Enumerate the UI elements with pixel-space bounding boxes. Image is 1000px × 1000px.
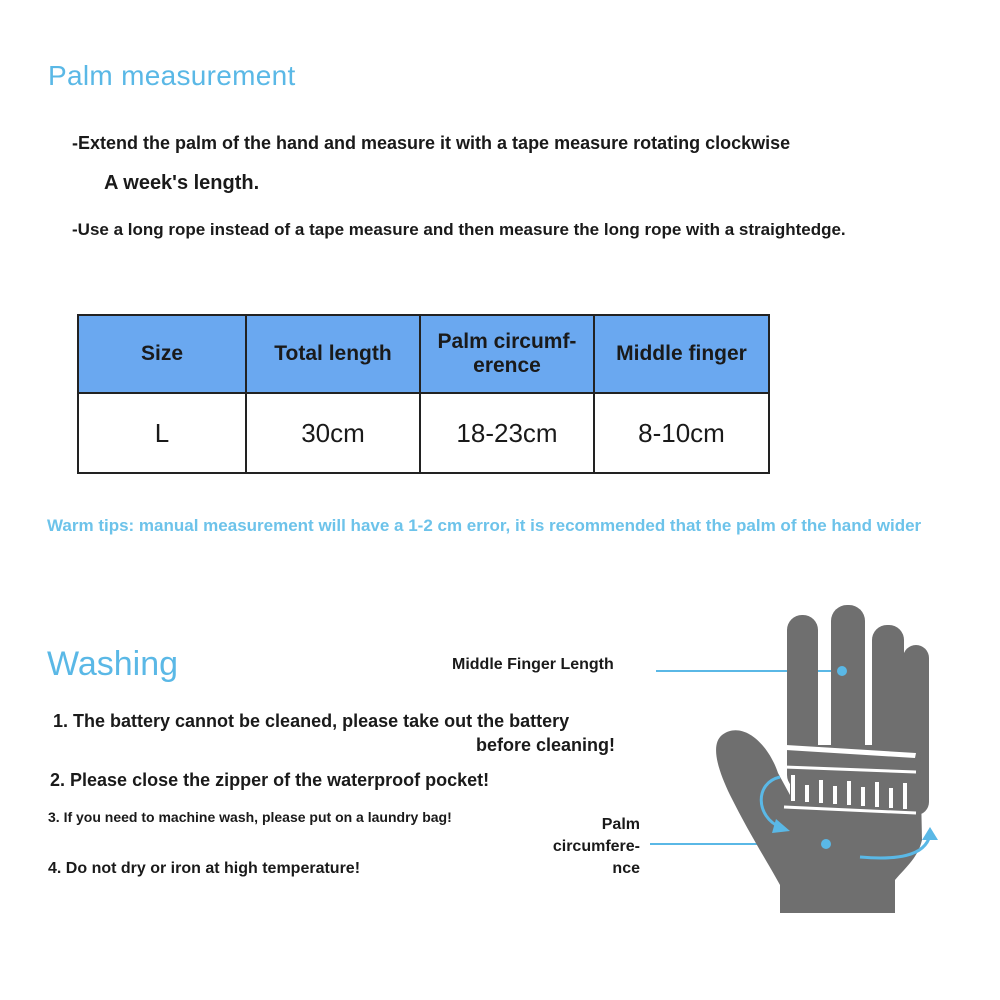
size-table <box>77 314 770 474</box>
cell-size: L <box>78 393 246 473</box>
palm-label-line1: Palm <box>601 816 640 833</box>
middle-finger-length-label: Middle Finger Length <box>452 656 614 673</box>
middle-finger-dot <box>837 666 847 676</box>
header-size: Size <box>78 315 246 393</box>
washing-item-1-continued: before cleaning! <box>476 735 616 755</box>
hand-measurement-diagram <box>650 595 950 920</box>
cell-middle-finger: 8-10cm <box>594 393 769 473</box>
palm-label-line3: nce <box>612 860 640 877</box>
warm-tip: Warm tips: manual measurement will have a 1-2 cm error, it is recommended that the palm of the hand wider <box>47 516 922 535</box>
washing-item-2: 2. Please close the zipper of the waterproof pocket! <box>50 770 490 790</box>
table-row <box>78 393 769 473</box>
header-palm-circumference <box>420 315 594 393</box>
washing-item-4: 4. Do not dry or iron at high temperature! <box>48 860 361 877</box>
header-palm-line1: Palm circumf- <box>437 330 577 353</box>
table-header-row <box>78 315 769 393</box>
header-palm-line2: erence <box>473 354 541 377</box>
palm-circumference-label <box>520 814 640 880</box>
washing-title: Washing <box>47 645 179 683</box>
washing-item-3: 3. If you need to machine wash, please put on a laundry bag! <box>48 809 452 825</box>
palm-dot <box>821 839 831 849</box>
cell-palm-circumference: 18-23cm <box>420 393 594 473</box>
cell-total-length: 30cm <box>246 393 420 473</box>
palm-instruction-2: -Use a long rope instead of a tape measure and then measure the long rope with a straightedge. <box>72 220 846 239</box>
header-total-length: Total length <box>246 315 420 393</box>
palm-measurement-title: Palm measurement <box>48 60 296 91</box>
palm-instruction-1: -Extend the palm of the hand and measure it with a tape measure rotating clockwise <box>72 133 791 153</box>
arrow-head-right-icon <box>922 827 938 840</box>
hand-silhouette <box>716 605 929 913</box>
palm-label-line2: circumfere- <box>552 838 640 855</box>
washing-item-1: 1. The battery cannot be cleaned, please take out the battery <box>53 711 570 731</box>
header-middle-finger: Middle finger <box>594 315 769 393</box>
palm-instruction-1-continued: A week's length. <box>104 172 260 194</box>
